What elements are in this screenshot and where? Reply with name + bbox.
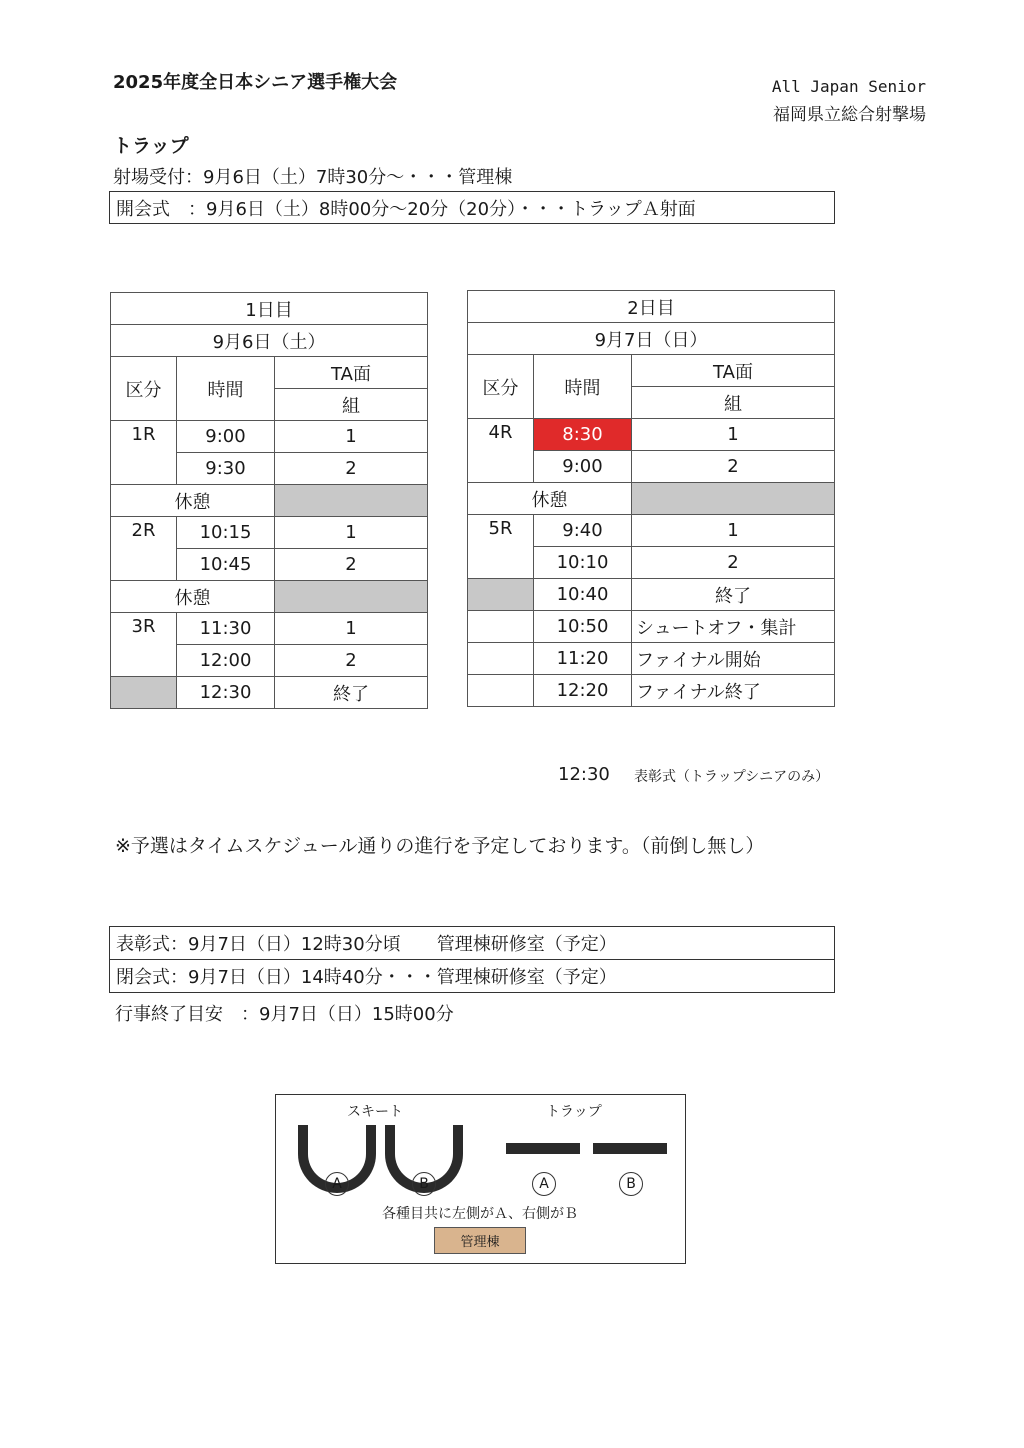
header-group: 組 [632,387,835,419]
final-start-cell: ファイナル開始 [632,643,835,675]
range-layout-map [275,1094,686,1264]
end-cell: 終了 [275,677,428,709]
group-cell: 2 [275,645,428,677]
final-end-cell: ファイナル終了 [632,675,835,707]
header-group: 組 [275,389,428,421]
trap-a-circle [532,1172,556,1196]
header-ta-face: TA面 [275,357,428,389]
header-time: 時間 [177,357,275,421]
event-end-line: 行事終了目安 ：9月7日（日）15時00分 [115,1004,454,1025]
gray-cell [632,483,835,515]
round-4r: 4R [468,419,534,483]
opening-ceremony-box [109,191,835,224]
skeet-label: スキート [347,1104,403,1120]
time-cell: 11:30 [177,613,275,645]
closing-ceremony-text: 閉会式：9月7日（日）14時40分・・・管理棟研修室（予定） [116,966,617,988]
gray-cell [111,677,177,709]
group-cell: 1 [632,515,835,547]
award-label: 表彰式（トラップシニアのみ） [634,769,830,785]
empty-cell [468,643,534,675]
venue-name: 福岡県立総合射撃場 [773,105,926,125]
gray-cell [275,485,428,517]
circle-letter: A [332,1176,342,1192]
circle-letter: B [626,1176,636,1192]
skeet-a-circle [325,1172,349,1196]
group-cell: 1 [632,419,835,451]
time-cell: 12:30 [177,677,275,709]
header-ta-face: TA面 [632,355,835,387]
circle-letter: A [539,1176,549,1192]
group-cell: 1 [275,613,428,645]
time-cell: 12:20 [534,675,632,707]
group-cell: 2 [632,451,835,483]
round-3r: 3R [111,613,177,677]
trap-a-bar-icon [506,1143,580,1154]
circle-letter: B [419,1176,429,1192]
trap-b-bar-icon [593,1143,667,1154]
time-cell: 10:45 [177,549,275,581]
reception-line: 射場受付：9月6日（土）7時30分～・・・管理棟 [113,167,513,188]
header-division: 区分 [111,357,177,421]
group-cell: 2 [275,549,428,581]
gray-cell [468,579,534,611]
trap-b-circle [619,1172,643,1196]
shootoff-cell: シュートオフ・集計 [632,611,835,643]
header-division: 区分 [468,355,534,419]
time-cell: 12:00 [177,645,275,677]
subtitle-english: All Japan Senior [771,77,926,96]
time-cell: 9:00 [177,421,275,453]
time-cell: 10:15 [177,517,275,549]
schedule-note: ※予選はタイムスケジュール通りの進行を予定しております。（前倒し無し） [115,835,765,857]
skeet-b-circle [412,1172,436,1196]
day2-date: 9月7日（日） [468,323,835,355]
award-ceremony-box [109,926,835,960]
opening-ceremony-text: 開会式 ：9月6日（土）8時00分～20分（20分）・・・トラップＡ射面 [116,198,696,220]
break-cell: 休憩 [468,483,632,515]
round-5r: 5R [468,515,534,579]
group-cell: 2 [275,453,428,485]
time-cell: 10:50 [534,611,632,643]
map-caption: 各種目共に左側がＡ、右側がＢ [382,1206,578,1222]
gray-cell [275,581,428,613]
document-title: 2025年度全日本シニア選手権大会 [113,72,398,93]
building-label: 管理棟 [460,1235,500,1250]
break-cell: 休憩 [111,485,275,517]
section-heading: トラップ [113,135,189,157]
day1-date: 9月6日（土） [111,325,428,357]
time-cell-highlighted: 8:30 [534,419,632,451]
empty-cell [468,675,534,707]
round-2r: 2R [111,517,177,581]
trap-label: トラップ [546,1104,602,1120]
time-cell: 9:40 [534,515,632,547]
group-cell: 1 [275,421,428,453]
award-time: 12:30 [558,764,610,785]
time-cell: 10:10 [534,547,632,579]
management-building [434,1227,526,1254]
break-cell: 休憩 [111,581,275,613]
group-cell: 1 [275,517,428,549]
award-ceremony-text: 表彰式：9月7日（日）12時30分頃 管理棟研修室（予定） [116,934,617,955]
time-cell: 9:30 [177,453,275,485]
day1-label: 1日目 [111,293,428,325]
day2-schedule-table [467,290,835,707]
time-cell: 9:00 [534,451,632,483]
day1-schedule-table [110,292,428,709]
end-cell: 終了 [632,579,835,611]
header-time: 時間 [534,355,632,419]
group-cell: 2 [632,547,835,579]
time-cell: 11:20 [534,643,632,675]
empty-cell [468,611,534,643]
round-1r: 1R [111,421,177,485]
day2-label: 2日目 [468,291,835,323]
time-cell: 10:40 [534,579,632,611]
closing-ceremony-box [109,959,835,993]
